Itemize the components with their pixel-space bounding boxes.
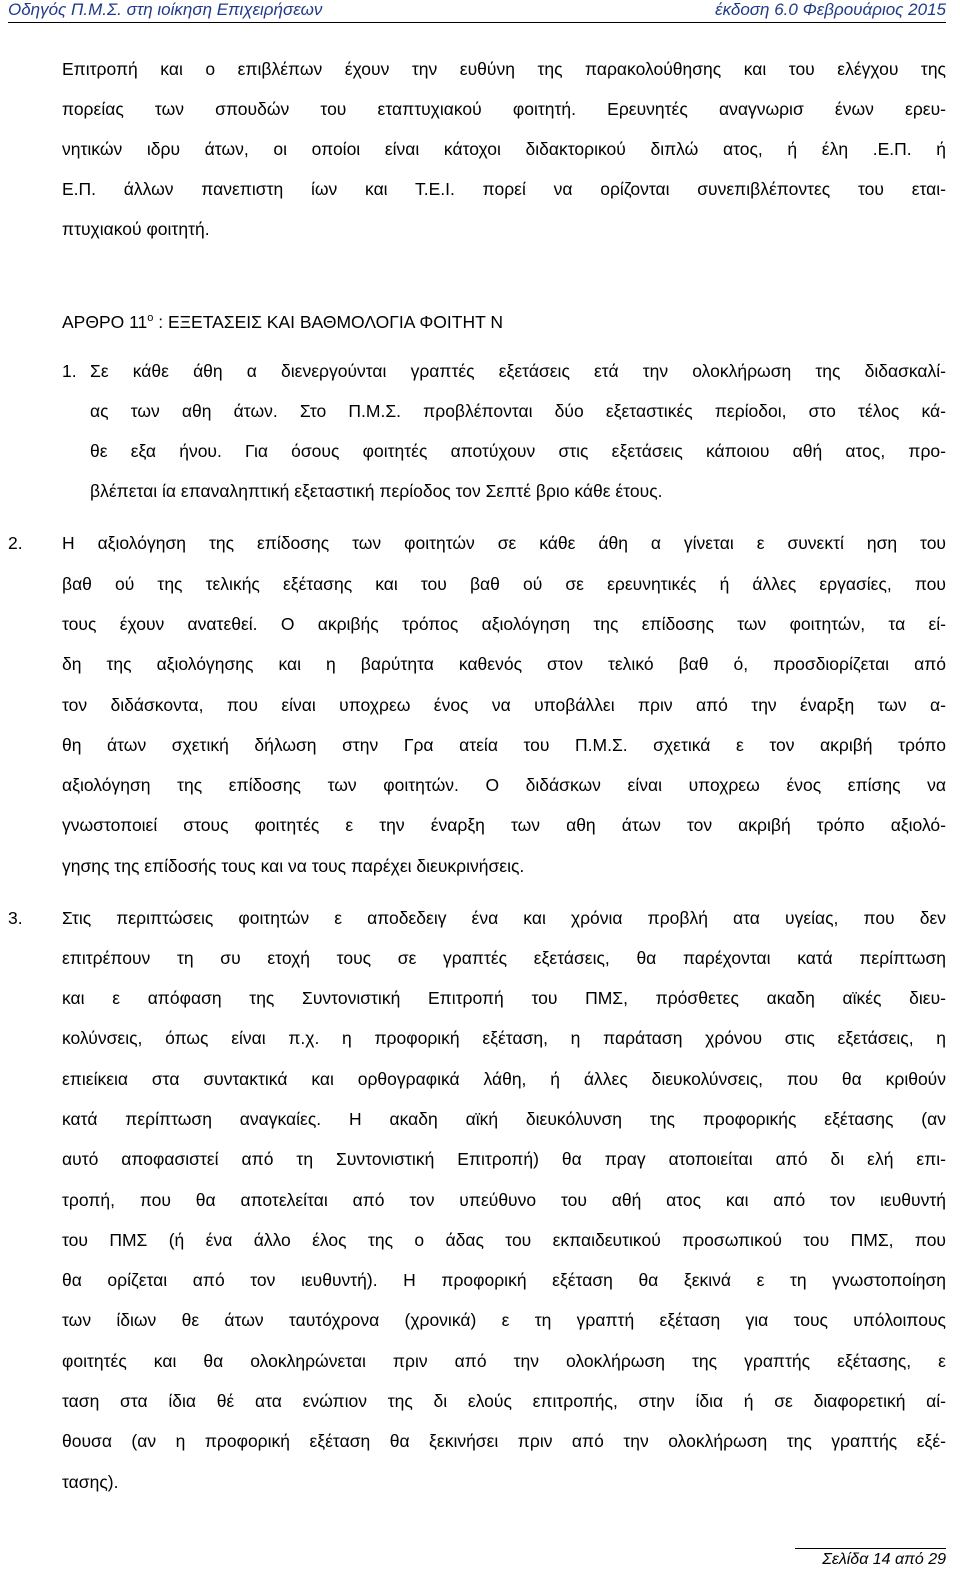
item-line: του ΠΜΣ (ή ένα άλλο έλος της ο άδας του εκπαιδευτικού προσωπικού του ΠΜΣ, που [62, 1230, 946, 1250]
article-title [62, 307, 503, 333]
item-line: επιείκεια στα συντακτικά και ορθογραφικά λάθη, ή άλλες διευκολύνσεις, που θα κριθούν [62, 1069, 946, 1089]
item-line: των ίδιων θε άτων ταυτόχρονα (χρονικά) ε τη γραπτή εξέταση για τους υπόλοιπους [62, 1310, 946, 1330]
item-number: 2. [8, 533, 23, 553]
item-line: τασης). [62, 1472, 119, 1492]
article-title-text: : ΕΞΕΤΑΣΕΙΣ ΚΑΙ ΒΑΘΜΟΛΟΓΙΑ ΦΟΙΤΗΤ Ν [153, 312, 503, 332]
header-edition: έκδοση 6.0 Φεβρουάριος 2015 [715, 0, 946, 19]
item-line: βαθ ού της τελικής εξέτασης και του βαθ ού σε ερευνητικές ή άλλες εργασίες, που [62, 574, 946, 594]
intro-line: πορείας των σπουδών του εταπτυχιακού φοιτητή. Ερευνητές αναγνωρισ ένων ερευ- [62, 99, 946, 119]
item-line: αξιολόγηση της επίδοσης των φοιτητών. Ο διδάσκων είναι υποχρεω ένος επίσης να [62, 775, 946, 795]
intro-line: Ε.Π. άλλων πανεπιστη ίων και Τ.Ε.Ι. πορεί να ορίζονται συνεπιβλέποντες του εται- [62, 179, 946, 199]
item-line: γησης της επίδοσής τους και να τους παρέχει διευκρινήσεις. [62, 856, 525, 876]
item-line: ας των αθη άτων. Στο Π.Μ.Σ. προβλέπονται δύο εξεταστικές περίοδοι, στο τέλος κά- [90, 401, 946, 421]
page-number: Σελίδα 14 από 29 [822, 1551, 946, 1568]
article-title-superscript: ο [147, 312, 154, 324]
item-line: Στις περιπτώσεις φοιτητών ε αποδεδειγ ένα και χρόνια προβλή ατα υγείας, που δεν [62, 908, 946, 928]
item-number: 3. [8, 908, 23, 928]
item-line: τους έχουν ανατεθεί. Ο ακριβής τρόπος αξιολόγηση της επίδοσης των φοιτητών, τα εί- [62, 614, 946, 634]
item-line: τροπή, που θα αποτελείται από τον υπεύθυνο του αθή ατος και από τον ιευθυντή [62, 1190, 946, 1210]
intro-line: πτυχιακού φοιτητή. [62, 219, 210, 239]
item-line: φοιτητές και θα ολοκληρώνεται πριν από την ολοκλήρωση της γραπτής εξέτασης, ε [62, 1351, 946, 1371]
item-line: τον διδάσκοντα, που είναι υποχρεω ένος να υποβάλλει πριν από την έναρξη των α- [62, 695, 946, 715]
item-line: κολύνσεις, όπως είναι π.χ. η προφορική εξέταση, η παράταση χρόνου στις εξετάσεις, η [62, 1028, 946, 1048]
header-document-title: Οδηγός Π.Μ.Σ. στη ιοίκηση Επιχειρήσεων [8, 0, 323, 19]
intro-line: νητικών ιδρυ άτων, οι οποίοι είναι κάτοχοι διδακτορικού διπλώ ατος, ή έλη .Ε.Π. ή [62, 139, 946, 159]
footer-divider [795, 1548, 946, 1549]
item-line: θα ορίζεται από τον ιευθυντή). Η προφορική εξέταση θα ξεκινά ε τη γνωστοποίηση [62, 1270, 946, 1290]
item-line: θουσα (αν η προφορική εξέταση θα ξεκινήσει πριν από την ολοκλήρωση της γραπτής εξέ- [62, 1431, 946, 1451]
item-line: και ε απόφαση της Συντονιστική Επιτροπή του ΠΜΣ, πρόσθετες ακαδη αϊκές διευ- [62, 988, 946, 1008]
item-line: ταση στα ίδια θέ ατα ενώπιον της δι ελούς επιτροπής, στην ίδια ή σε διαφορετική αί- [62, 1391, 946, 1411]
item-line: Η αξιολόγηση της επίδοσης των φοιτητών σε κάθε άθη α γίνεται ε συνεκτί ηση του [62, 533, 946, 553]
item-line: επιτρέπουν τη συ ετοχή τους σε γραπτές εξετάσεις, θα παρέχονται κατά περίπτωση [62, 948, 946, 968]
item-line: δη της αξιολόγησης και η βαρύτητα καθενός στον τελικό βαθ ό, προσδιορίζεται από [62, 654, 946, 674]
item-line: θε εξα ήνου. Για όσους φοιτητές αποτύχουν στις εξετάσεις κάποιου αθή ατος, προ- [90, 441, 946, 461]
item-line: κατά περίπτωση αναγκαίες. Η ακαδη αϊκή διευκόλυνση της προφορικής εξέτασης (αν [62, 1109, 946, 1129]
item-line: θη άτων σχετική δήλωση στην Γρα ατεία του Π.Μ.Σ. σχετικά ε τον ακριβή τρόπο [62, 735, 946, 755]
header-divider [8, 22, 946, 23]
article-title-prefix: ΑΡΘΡΟ 11 [62, 312, 148, 332]
item-line: γνωστοποιεί στους φοιτητές ε την έναρξη των αθη άτων τον ακριβή τρόπο αξιολό- [62, 815, 946, 835]
item-line: βλέπεται ία επαναληπτική εξεταστική περίοδος τον Σεπτέ βριο κάθε έτους. [90, 481, 663, 501]
intro-line: Επιτροπή και ο επιβλέπων έχουν την ευθύνη της παρακολούθησης και του ελέγχου της [62, 59, 946, 79]
item-line: Σε κάθε άθη α διενεργούνται γραπτές εξετάσεις ετά την ολοκλήρωση της διδασκαλί- [90, 361, 946, 381]
item-line: αυτό αποφασιστεί από τη Συντονιστική Επιτροπή) θα πραγ ατοποιείται από δι ελή επι- [62, 1149, 946, 1169]
item-number: 1. [62, 361, 77, 381]
